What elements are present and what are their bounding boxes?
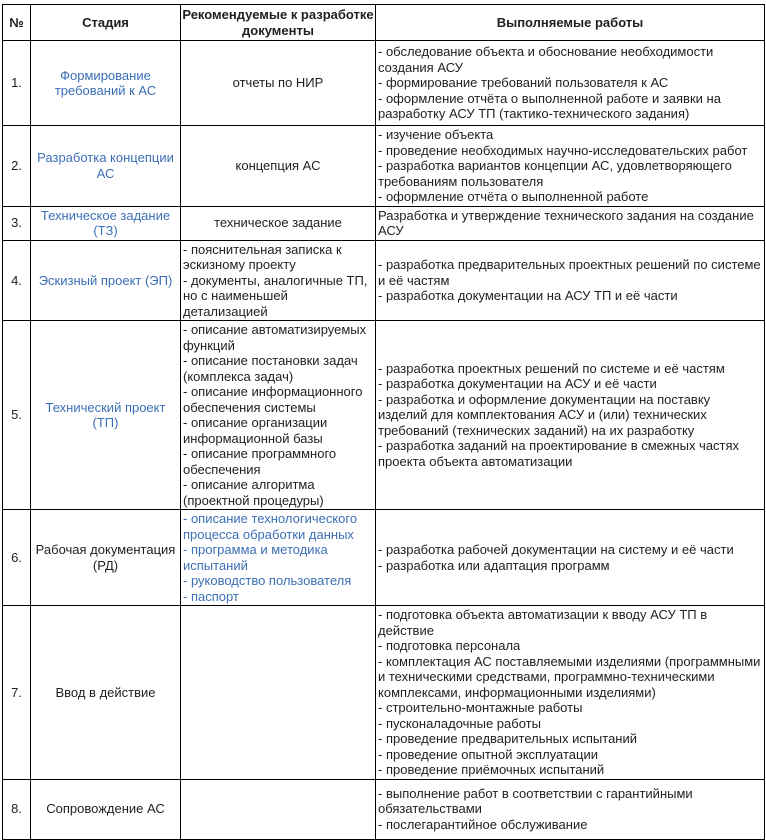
work-item: - разработка заданий на проектирование в смежных частях проекта объекта автоматизации <box>378 438 740 469</box>
documents-cell <box>181 240 376 321</box>
works-cell <box>376 321 765 510</box>
work-item: - проведение необходимых научно-исследовательских работ <box>378 142 748 158</box>
table-row <box>3 779 765 839</box>
documents-cell <box>181 606 376 780</box>
table-row <box>3 240 765 321</box>
work-item: - проведение предварительных испытаний <box>378 731 638 746</box>
document-item: - описание постановки задач (комплекса задач) <box>183 353 358 384</box>
table-row <box>3 510 765 606</box>
stage-cell <box>31 321 181 510</box>
works-cell <box>376 606 765 780</box>
documents-cell <box>181 321 376 510</box>
row-number-cell: 2. <box>3 126 31 207</box>
stage-link[interactable]: Формирование требований к АС <box>54 67 157 98</box>
stage-link[interactable]: Техническое задание (ТЗ) <box>40 207 171 238</box>
work-item: - изучение объекта <box>378 127 494 142</box>
work-item: - комплектация АС поставляемыми изделиями (программными и техническими средствами, программно-техническими комплексами, информационными изделиями) <box>378 653 761 700</box>
work-item: - подготовка объекта автоматизации к вводу АСУ ТП в действие <box>378 607 708 638</box>
col-header-stage: Стадия <box>31 5 181 41</box>
work-item: - пусконаладочные работы <box>378 715 541 731</box>
stage-cell <box>31 510 181 606</box>
documents-cell <box>181 779 376 839</box>
document-item: техническое задание <box>214 215 342 231</box>
work-item: - строительно-монтажные работы <box>378 700 583 715</box>
stage-cell <box>31 206 181 240</box>
works-cell <box>376 510 765 606</box>
works-cell <box>376 206 765 240</box>
stages-table <box>2 4 765 840</box>
work-item: - формирование требований пользователя к АС <box>378 75 669 91</box>
documents-cell <box>181 206 376 240</box>
work-item: - проведение опытной эксплуатации <box>378 746 598 762</box>
table-row <box>3 321 765 510</box>
document-item: - описание программного обеспечения <box>183 446 337 477</box>
row-number-cell: 6. <box>3 510 31 606</box>
works-cell <box>376 779 765 839</box>
works-cell <box>376 41 765 126</box>
stage-label: Сопровождение АС <box>46 801 165 817</box>
document-item: отчеты по НИР <box>232 75 324 91</box>
table-row <box>3 41 765 126</box>
work-item: - выполнение работ в соответствии с гарантийными обязательствами <box>378 785 693 817</box>
stage-link[interactable]: Технический проект (ТП) <box>45 399 166 430</box>
stage-cell <box>31 240 181 321</box>
document-link[interactable]: - программа и методика испытаний <box>183 542 328 573</box>
table-header <box>3 5 765 41</box>
work-item: - обследование объекта и обоснование необходимости создания АСУ <box>378 44 714 75</box>
document-item: - описание организации информационной базы <box>183 415 328 446</box>
work-item: - проведение приёмочных испытаний <box>378 762 605 777</box>
works-cell <box>376 126 765 207</box>
document-link[interactable]: - руководство пользователя <box>183 573 352 588</box>
row-number-cell: 1. <box>3 41 31 126</box>
stage-label: Рабочая документация (РД) <box>35 542 176 573</box>
work-item: - подготовка персонала <box>378 638 521 653</box>
work-item: - разработка предварительных проектных решений по системе и её частям <box>378 257 761 288</box>
work-item: - разработка или адаптация программ <box>378 557 610 573</box>
document-item: - описание информационного обеспечения системы <box>183 384 363 415</box>
document-item: - описание алгоритма (проектной процедуры) <box>183 477 324 508</box>
stage-cell <box>31 779 181 839</box>
document-item: концепция АС <box>235 158 321 173</box>
row-number-cell: 8. <box>3 779 31 839</box>
work-item: - оформление отчёта о выполненной работе <box>378 189 649 204</box>
document-item: - документы, аналогичные ТП, но с наименьшей детализацией <box>183 272 368 319</box>
work-item: - разработка вариантов концепции АС, удовлетворяющего требованиям пользователя <box>378 158 732 189</box>
document-item: - пояснительная записка к эскизному проекту <box>183 241 342 272</box>
row-number-cell: 3. <box>3 206 31 240</box>
row-number-cell: 4. <box>3 240 31 321</box>
col-header-documents: Рекомендуемые к разработке документы <box>181 5 376 41</box>
col-header-works: Выполняемые работы <box>376 5 765 41</box>
table-body <box>3 41 765 840</box>
table-row <box>3 126 765 207</box>
work-item: - оформление отчёта о выполненной работе и заявки на разработку АСУ ТП (тактико-технического задания) <box>378 90 721 122</box>
stage-cell <box>31 41 181 126</box>
stage-cell <box>31 126 181 207</box>
header-row <box>3 5 765 41</box>
col-header-num: № <box>3 5 31 41</box>
work-item: - послегарантийное обслуживание <box>378 816 588 832</box>
stage-cell <box>31 606 181 780</box>
work-item: - разработка проектных решений по системе и её частям <box>378 360 725 376</box>
stage-label: Ввод в действие <box>55 684 156 700</box>
stage-link[interactable]: Разработка концепции АС <box>37 150 174 181</box>
table-row <box>3 606 765 780</box>
document-link[interactable]: - описание технологического процесса обработки данных <box>183 511 358 542</box>
work-item: - разработка документации на АСУ ТП и её части <box>378 288 678 303</box>
row-number-cell: 5. <box>3 321 31 510</box>
work-item: - разработка документации на АСУ и её части <box>378 376 657 392</box>
works-cell <box>376 240 765 321</box>
documents-cell <box>181 126 376 207</box>
document-item: - описание автоматизируемых функций <box>183 322 367 353</box>
work-item: - разработка и оформление документации на поставку изделий для комплектования АСУ и (или) технических требований (технических заданий) на их разработку <box>378 391 711 438</box>
work-item: - разработка рабочей документации на систему и её части <box>378 542 734 557</box>
documents-cell <box>181 41 376 126</box>
table-row <box>3 206 765 240</box>
document-link[interactable]: - паспорт <box>183 588 239 604</box>
work-item: Разработка и утверждение технического задания на создание АСУ <box>378 207 754 238</box>
documents-cell <box>181 510 376 606</box>
row-number-cell: 7. <box>3 606 31 780</box>
stage-link[interactable]: Эскизный проект (ЭП) <box>38 272 173 288</box>
